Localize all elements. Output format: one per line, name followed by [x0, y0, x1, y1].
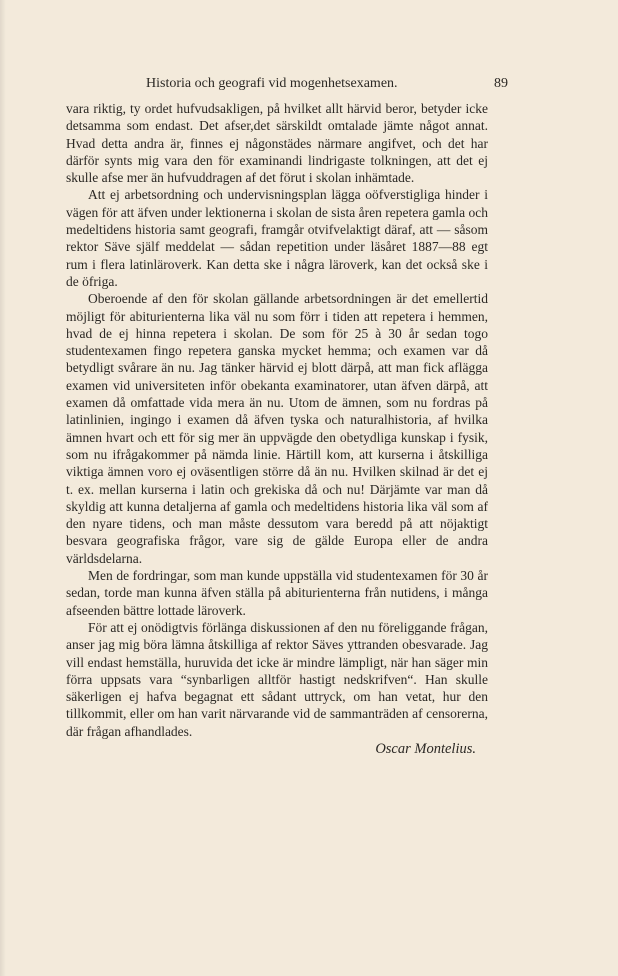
paragraph: Att ej arbetsordning och undervisningsplan lägga oöfverstigliga hinder i vägen för att äfven under lektionerna i skolan de sista åren repetera gamla och medeltidens historia samt geografi, framgår otvifvelaktigt däraf, att — såsom rektor Säve själf meddelat — sådan repetition under läsåret 1887—88 egt rum i flera latinläroverk. Kan detta ske i några läroverk, kan det också ske i de öfriga.: [66, 187, 488, 289]
page-header: [66, 74, 508, 94]
running-head: Historia och geografi vid mogenhetsexamen.: [146, 76, 398, 91]
paragraph: Men de fordringar, som man kunde uppställa vid studentexamen för 30 år sedan, torde man kunna äfven ställa på abiturienterna från nutidens, i många afseenden bättre lottade läroverk.: [66, 568, 488, 618]
paragraph: För att ej onödigtvis förlänga diskussionen af den nu föreliggande frågan, anser jag mig böra lämna åtskilliga af rektor Säves yttranden obesvarade. Jag vill endast hemställa, huruvida det icke är mindre lämpligt, när han säger min förra uppsats vara “synbarligen alltför hastigt nedskrifven“. Han skulle säkerligen ej hafva begagnat ett sådant uttryck, om han vetat, hur den tillkommit, eller om han varit närvarande vid de sammanträden af censorerna, där frågan afhandlades.: [66, 619, 488, 739]
paragraph: Oberoende af den för skolan gällande arbetsordningen är det emellertid möjligt för abiturienterna lika väl nu som förr i tiden att repetera i hemmen, hvad de ej hinna repetera i skolan. De som för 25 à 30 år sedan togo studentexamen fingo repetera ganska mycket hemma; och examen var då betydligt svårare än nu. Jag tänker härvid ej blott därpå, att man fick aflägga examen vid universiteten inför obekanta examinatorer, utan äfven därpå, att examen då omfattade vida mera än nu. Utom de ämnen, som nu fordras på latinlinien, ingingo i examen då äfven tyska och naturalhistoria, af hvilka ämnen hvart och ett för sig mer än uppvägde den obetydliga kunskap i fysik, som nu ifrågakommer på nämda linie. Härtill kom, att kurserna i åtskilliga viktiga ämnen voro ej oväsentligen större då än nu. Hvilken skilnad är det ej t. ex. mellan kurserna i latin och grekiska då och nu! Därjämte var man då skyldig att kunna detaljerna af gamla och medeltidens historia lika väl som af den nyare tidens, och man måste dessutom vara beredd på att nöjaktigt besvara geografiska frågor, vare sig de gälde Europa eller de andra världsdelarna.: [66, 291, 488, 566]
page-number: 89: [494, 76, 508, 91]
page-edge-shadow: [0, 0, 6, 976]
paragraph: vara riktig, ty ordet hufvudsakligen, på hvilket allt härvid beror, betyder icke detsamma som endast. Det afser,det särskildt omtalade jämte något annat. Hvad detta andra är, finnes ej någonstädes närmare angifvet, och det har därför synts mig vara den för examinandi lindrigaste tolkningen, att det ej skulle afse mer än hufvuddragen af det förut i skolan inhämtade.: [66, 101, 488, 186]
body-text: [66, 100, 488, 758]
author-signature: Oscar Montelius.: [375, 740, 476, 757]
